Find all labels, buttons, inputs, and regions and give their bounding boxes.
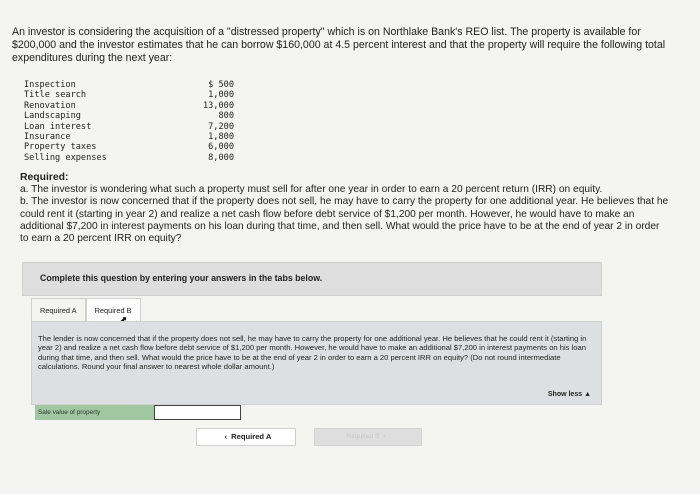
expense-row	[24, 142, 234, 152]
instruction-panel	[22, 262, 602, 296]
show-less-link[interactable]	[548, 391, 591, 398]
chevron-right-icon: ›	[383, 433, 386, 440]
expense-amount: 13,000	[202, 100, 234, 111]
expense-row	[24, 90, 234, 100]
tab-required-b[interactable]: Required B	[86, 298, 141, 324]
prev-required-button[interactable]	[196, 428, 296, 446]
expense-amount: 7,200	[208, 121, 234, 132]
next-required-button	[314, 428, 422, 446]
expense-label: Insurance	[24, 132, 71, 143]
expense-label: Loan interest	[24, 121, 92, 132]
expense-label: Inspection	[24, 80, 76, 90]
next-required-label: Required B	[346, 433, 380, 440]
prev-required-label: Required A	[231, 432, 272, 441]
instruction-text: Complete this question by entering your answers in the tabs below.	[40, 273, 323, 283]
expense-label: Selling expenses	[24, 152, 107, 163]
expense-amount: $ 500	[208, 80, 234, 90]
expense-row	[24, 101, 234, 111]
expense-label: Title search	[24, 90, 87, 101]
required-part-b: b. The investor is now concerned that if the property does not sell, he may have to carry the property for one additional year. He believes that he could rent it (starting in year 2) and realize a net cash flow before debt service of $1,200 per month. However, he would have to make an additional $7,200 in interest payments on his loan during that time, and then sell. What would the price have to be at the end of year 2 in order to earn a 20 percent IRR on equity?	[20, 196, 669, 245]
expense-amount: 1,800	[208, 132, 234, 143]
show-less-label: Show less	[547, 391, 583, 398]
tab-required-a[interactable]: Required A	[31, 298, 86, 324]
expense-row	[24, 153, 234, 163]
expense-label: Renovation	[24, 100, 76, 111]
expense-amount: 1,000	[208, 90, 234, 101]
triangle-up-icon: ▲	[584, 391, 591, 398]
sale-value-label: Sale value of property	[35, 405, 154, 420]
required-section	[20, 172, 670, 245]
sale-value-input[interactable]	[154, 405, 241, 420]
expense-row	[24, 111, 234, 121]
expense-row	[24, 80, 234, 90]
expense-row	[24, 132, 234, 142]
required-part-a: a. The investor is wondering what such a property must sell for after one year in order to earn a 20 percent return (IRR) on equity.	[20, 184, 603, 196]
question-text: The lender is now concerned that if the property does not sell, he may have to carry the property for one additional year. He believes that he could rent it (starting in year 2) and realize a net cash flow before debt service of $1,200 per month. However, he would have to make an additional $7,200 in interest payments on his loan during that time, and then sell. What would the price have to be at the end of year 2 in order to earn a 20 percent IRR on equity? (Do not round intermediate calculations. Round your final answer to nearest whole dollar amount.)	[38, 334, 587, 372]
required-title: Required:	[20, 172, 69, 183]
expense-label: Landscaping	[24, 111, 81, 122]
question-box	[31, 321, 602, 405]
expenditure-list	[24, 80, 234, 163]
expense-row	[24, 122, 234, 132]
expense-amount: 8,000	[208, 152, 234, 163]
expense-amount: 800	[218, 111, 234, 122]
expense-label: Property taxes	[24, 142, 97, 153]
expense-amount: 6,000	[208, 142, 234, 153]
chevron-left-icon: ‹	[224, 432, 228, 441]
problem-intro: An investor is considering the acquisition of a "distressed property" which is on Northlake Bank's REO list. The property is available for $200,000 and the investor estimates that he can borrow $160,000 at 4.5 percent interest and that the property will require the following total expenditures during the next year:	[12, 26, 666, 64]
